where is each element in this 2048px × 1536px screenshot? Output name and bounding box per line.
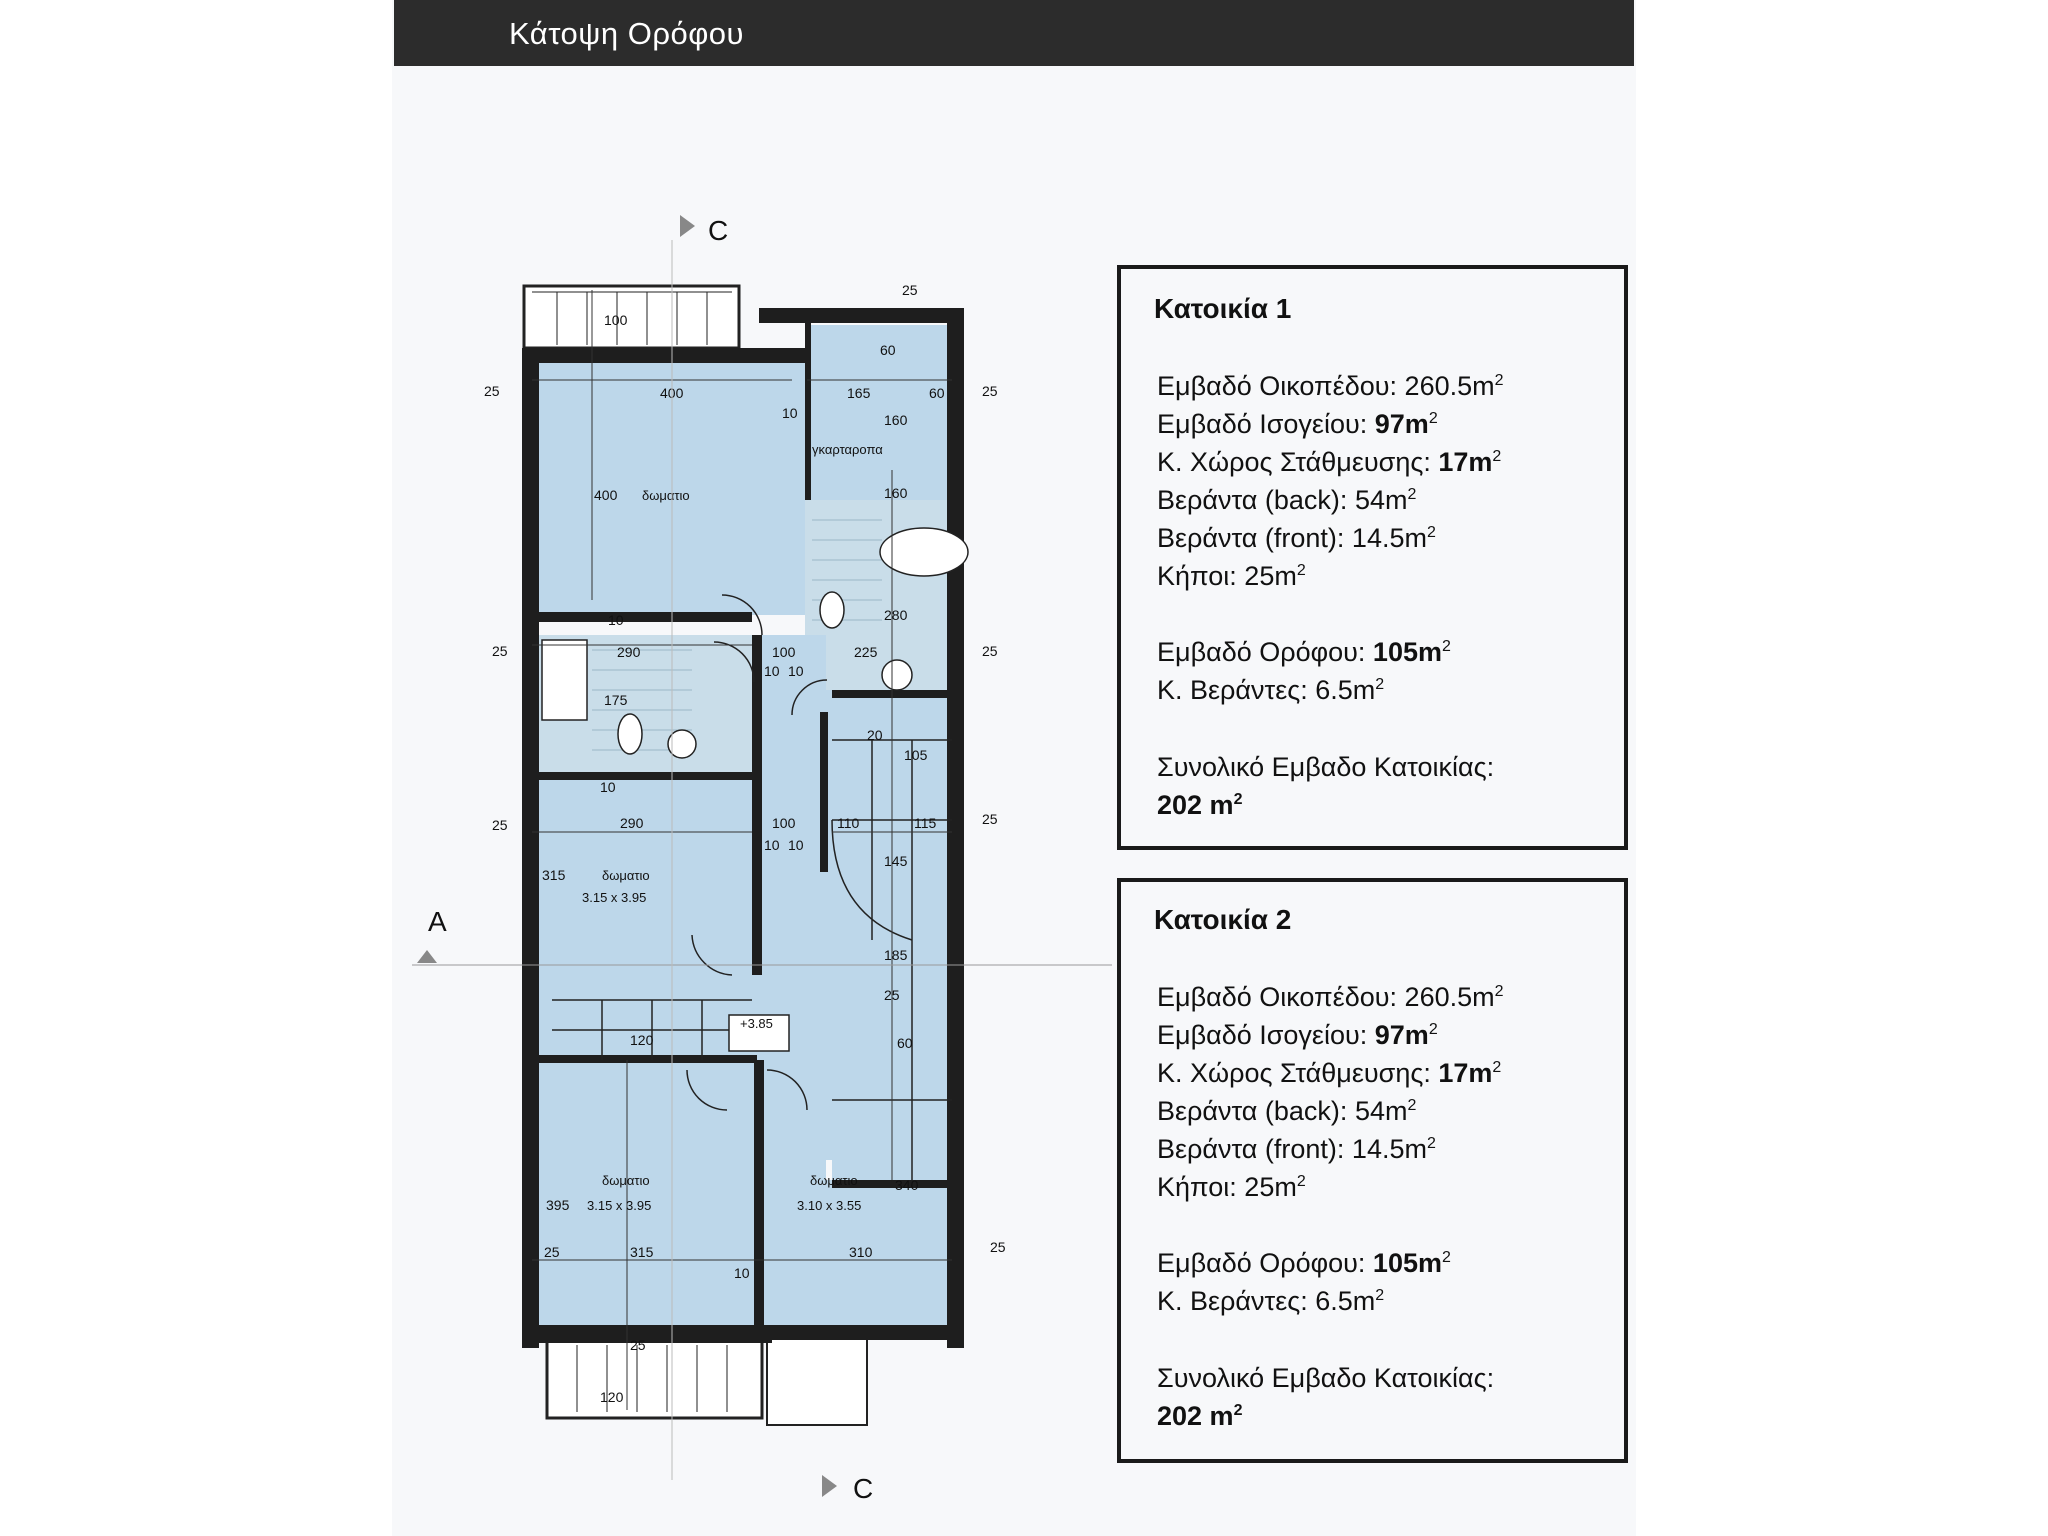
- dim: 10: [782, 405, 798, 421]
- dim: 10: [734, 1265, 750, 1281]
- dim: 25: [484, 383, 500, 399]
- dim: 225: [854, 644, 878, 660]
- dim: 120: [600, 1389, 624, 1405]
- house-1-total-label: Συνολικό Εμβαδο Κατοικίας:: [1157, 752, 1495, 782]
- house-1-parking: Κ. Χώρος Στάθμευσης: $17m^2$: [1157, 447, 1502, 477]
- dim: 105: [904, 747, 928, 763]
- house-1-veranda-front: Βεράντα (front): $14.5m^2$: [1157, 523, 1436, 553]
- page-title: Κάτοψη Ορόφου: [509, 16, 745, 51]
- dim: 395: [546, 1197, 570, 1213]
- dim: 115: [914, 815, 937, 831]
- dim: 315: [630, 1244, 654, 1260]
- dim: 20: [867, 727, 883, 743]
- house-2-total-value: 202 $m^2$: [1157, 1401, 1243, 1431]
- house-1-veranda-back: Βεράντα (back): $54m^2$: [1157, 485, 1417, 515]
- balcony-bottom: [547, 1338, 762, 1418]
- dim: 100: [772, 644, 796, 660]
- dim: 120: [630, 1032, 654, 1048]
- dim: 100: [604, 312, 628, 328]
- dim: 25: [492, 643, 508, 659]
- dim: 25: [884, 987, 900, 1003]
- house-2-plot-area: Εμβαδό Οικοπέδου: $260.5m^2$: [1157, 982, 1504, 1012]
- dim: 10: [600, 779, 616, 795]
- house-1-ground-area: Εμβαδό Ισογείου: $97m^2$: [1157, 409, 1438, 439]
- room-label-storage: γκαρταροπα: [812, 442, 883, 457]
- dim: 10: [764, 663, 780, 679]
- room-size-bedroom-mid: 3.15 x 3.95: [582, 890, 647, 905]
- dim: 175: [604, 692, 628, 708]
- dim: 290: [617, 644, 641, 660]
- dim: 25: [544, 1244, 560, 1260]
- dim: 10: [788, 837, 804, 853]
- dim: 160: [884, 485, 908, 501]
- dim: 315: [542, 867, 566, 883]
- dim: 25: [982, 383, 998, 399]
- dim: 60: [880, 342, 896, 358]
- house-2-total-label: Συνολικό Εμβαδο Κατοικίας:: [1157, 1363, 1495, 1393]
- dim: 165: [847, 385, 871, 401]
- room-label-bedroom-mid: δωματιο: [602, 868, 650, 883]
- room-size-bedroom-br: 3.10 x 3.55: [797, 1198, 862, 1213]
- room-label-bedroom-br: δωματιο: [810, 1173, 858, 1188]
- dim: 60: [929, 385, 945, 401]
- dim: 25: [982, 643, 998, 659]
- house-1-floor-area: Εμβαδό Ορόφου: $105m^2$: [1157, 637, 1451, 667]
- dim: 10: [764, 837, 780, 853]
- dim: 100: [772, 815, 796, 831]
- dim: 110: [837, 815, 860, 831]
- room-stair2: [539, 980, 759, 1060]
- header-bar: [394, 0, 1634, 66]
- dim: 185: [884, 947, 908, 963]
- level-marker: +3.85: [740, 1016, 773, 1031]
- section-label-a: A: [428, 906, 447, 937]
- dim: 25: [630, 1337, 646, 1353]
- house-2-ground-area: Εμβαδό Ισογείου: $97m^2$: [1157, 1020, 1438, 1050]
- house-2-veranda-front: Βεράντα (front): $14.5m^2$: [1157, 1134, 1436, 1164]
- room-label-bedroom-top: δωματιο: [642, 488, 690, 503]
- house-1-total-value: 202 $m^2$: [1157, 790, 1243, 820]
- dim: 25: [982, 811, 998, 827]
- section-label-c-bottom: C: [853, 1473, 874, 1504]
- room-size-bedroom-bl: 3.15 x 3.95: [587, 1198, 652, 1213]
- house-2-box: [1117, 878, 1628, 1463]
- house-2-veranda-back: Βεράντα (back): $54m^2$: [1157, 1096, 1417, 1126]
- dim: 10: [788, 663, 804, 679]
- house-2-floor-area: Εμβαδό Ορόφου: $105m^2$: [1157, 1248, 1451, 1278]
- house-1-gardens: Κήποι: $25m^2$: [1157, 561, 1306, 591]
- dim: 400: [594, 487, 618, 503]
- house-1-box: [1117, 265, 1628, 850]
- dim: 280: [884, 607, 908, 623]
- dim: 340: [895, 1177, 919, 1193]
- dim: 25: [990, 1239, 1006, 1255]
- house-1-title: Κατοικία 1: [1154, 293, 1292, 324]
- dim: 25: [902, 282, 918, 298]
- house-2-covered-verandas: Κ. Βεράντες: $6.5m^2$: [1157, 1286, 1385, 1316]
- dim: 290: [620, 815, 644, 831]
- house-1-covered-verandas: Κ. Βεράντες: $6.5m^2$: [1157, 675, 1385, 705]
- dim: 25: [492, 817, 508, 833]
- dim: 60: [897, 1035, 913, 1051]
- room-corridor: [759, 635, 826, 1205]
- house-2-title: Κατοικία 2: [1154, 904, 1292, 935]
- dim: 10: [608, 612, 624, 628]
- dim: 310: [849, 1244, 873, 1260]
- dim: 160: [884, 412, 908, 428]
- house-2-gardens: Κήποι: $25m^2$: [1157, 1172, 1306, 1202]
- dim: 145: [884, 853, 908, 869]
- house-2-parking: Κ. Χώρος Στάθμευσης: $17m^2$: [1157, 1058, 1502, 1088]
- room-bedroom-bl: [539, 1060, 754, 1325]
- room-label-bedroom-bl: δωματιο: [602, 1173, 650, 1188]
- section-label-c-top: C: [708, 215, 729, 246]
- house-1-plot-area: Εμβαδό Οικοπέδου: $260.5m^2$: [1157, 371, 1504, 401]
- dim: 400: [660, 385, 684, 401]
- floor-plan: [392, 180, 1112, 1520]
